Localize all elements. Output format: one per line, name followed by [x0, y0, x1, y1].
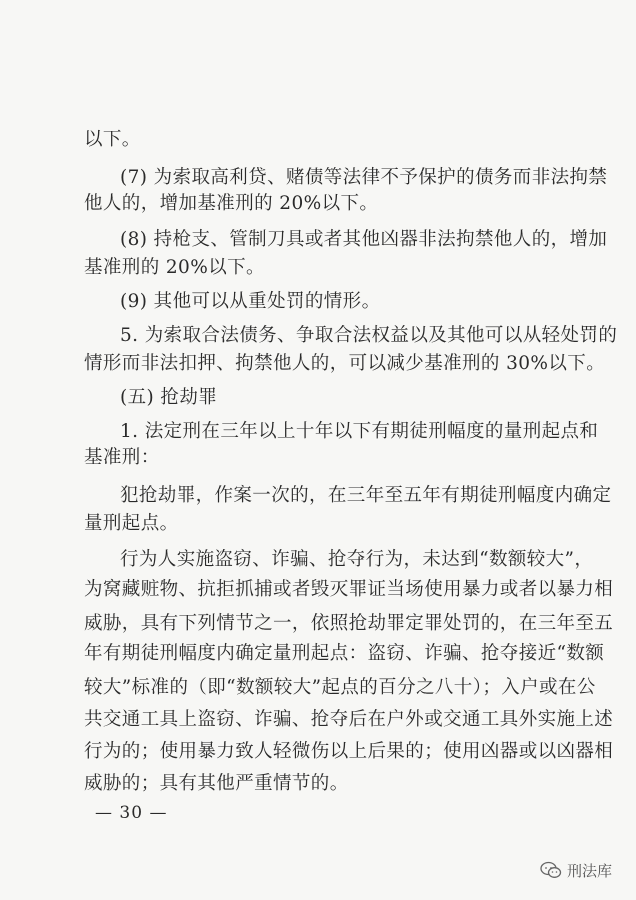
text-line: 他人的，增加基准刑的 20%以下。: [84, 193, 379, 214]
text-line: 基准刑：: [84, 447, 160, 468]
text-line: 量刑起点。: [84, 513, 179, 534]
text-line: 行为的；使用暴力致人轻微伤以上后果的；使用凶器或以凶器相: [84, 741, 614, 762]
page-number: — 30 —: [95, 803, 168, 823]
text-line: 为窝藏赃物、抗拒抓捕或者毁灭罪证当场使用暴力或者以暴力相: [84, 579, 614, 600]
text-line: 情形而非法扣押、拘禁他人的，可以减少基准刑的 30%以下。: [84, 353, 606, 374]
section-heading: (五) 抢劫罪: [120, 387, 218, 408]
text-line: 共交通工具上盗窃、诈骗、抢夺后在户外或交通工具外实施上述: [84, 709, 614, 730]
text-line: 以下。: [84, 129, 141, 150]
text-line: 行为人实施盗窃、诈骗、抢夺行为，未达到“数额较大”，: [120, 549, 594, 570]
watermark: [540, 858, 612, 882]
text-line: 年有期徒刑幅度内确定量刑起点：盗窃、诈骗、抢夺接近“数额: [84, 643, 605, 664]
text-line: 5. 为索取合法债务、争取合法权益以及其他可以从轻处罚的: [120, 325, 618, 346]
wechat-icon: [540, 861, 562, 879]
watermark-text: 刑法库: [566, 861, 612, 880]
text-line: 威胁，具有下列情节之一，依照抢劫罪定罪处罚的，在三年至五: [84, 613, 614, 634]
text-line: (7) 为索取高利贷、赌债等法律不予保护的债务而非法拘禁: [120, 167, 608, 188]
text-line: 基准刑的 20%以下。: [84, 257, 265, 278]
text-line: 威胁的；具有其他严重情节的。: [84, 773, 349, 794]
text-line: 犯抢劫罪，作案一次的，在三年至五年有期徒刑幅度内确定: [120, 485, 612, 506]
text-line: (8) 持枪支、管制刀具或者其他凶器非法拘禁他人的，增加: [120, 229, 608, 250]
text-line: 较大”标准的（即“数额较大”起点的百分之八十）；入户或在公: [84, 677, 596, 698]
text-line: 1. 法定刑在三年以上十年以下有期徒刑幅度的量刑起点和: [120, 421, 599, 442]
text-line: (9) 其他可以从重处罚的情形。: [120, 291, 381, 312]
